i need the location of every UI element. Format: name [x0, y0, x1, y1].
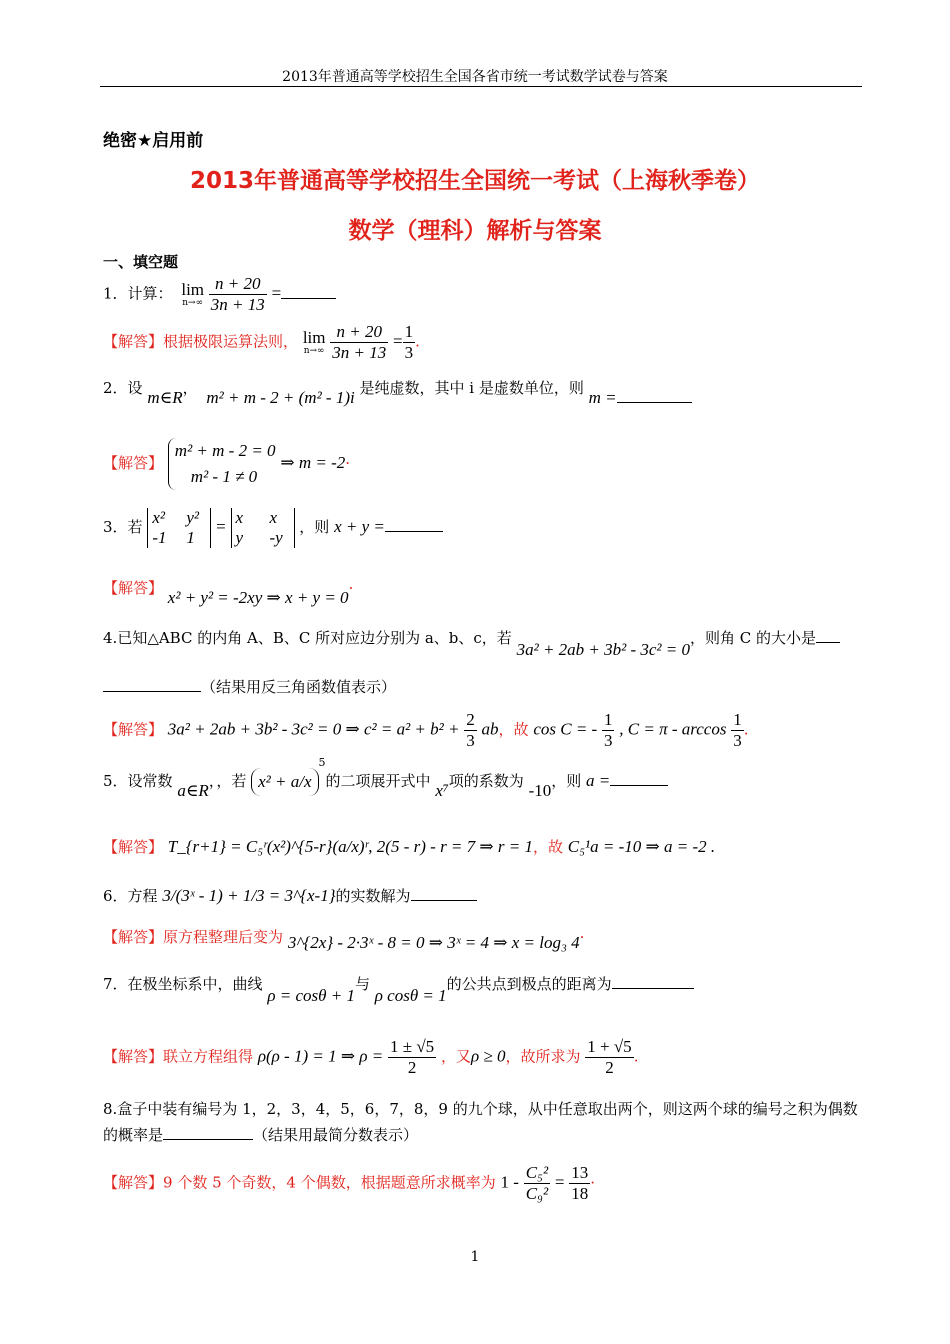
- answer-blank: [103, 677, 201, 692]
- answer-5: 【解答】 T_{r+1} = C₅ʳ(x²)^{5-r}(a/x)ʳ, 2(5 - r) - r = 7 ⇒ r = 1，故 C₅¹a = -10 ⇒ a = -2 .: [103, 837, 716, 856]
- binomial-expression: x² + a/x: [251, 768, 318, 796]
- answer-label: 【解答】: [103, 838, 164, 856]
- answer-label: 【解答】: [103, 720, 164, 739]
- equation: 3/(3ˣ - 1) + 1/3 = 3^{x-1}: [162, 886, 336, 905]
- question-number: 1．: [103, 284, 128, 303]
- question-4-note: （结果用反三角函数值表示）: [103, 676, 396, 697]
- determinant-right: x x y -y: [231, 508, 295, 548]
- running-header: 2013年普通高等学校招生全国各省市统一考试数学试卷与答案: [282, 69, 668, 85]
- limit-operator: lim n→∞: [181, 279, 205, 308]
- answer-blank: [816, 628, 840, 643]
- answer-label: 【解答】: [103, 579, 164, 597]
- limit-fraction: $\frac{n + 20}{3n + 13}$: [210, 274, 265, 314]
- question-7: 7．在极坐标系中，曲线 ρ = cosθ + 1与 ρ cosθ = 1的公共点到极点的距离为: [103, 973, 694, 994]
- page-number: 1: [470, 1249, 480, 1265]
- answer-4: 【解答】 3a² + 2ab + 3b² - 3c² = 0 ⇒ c² = a² + b² + $\frac{2}{3}$ ab，故 cos C = - $\frac{1}{3}$ , C = π - arccos $\frac{1}{3}$ .: [103, 710, 749, 750]
- header-rule: [100, 86, 862, 87]
- answer-2: 【解答】 m² + m - 2 = 0 m² - 1 ≠ 0 ⇒ m = -2·: [103, 438, 350, 490]
- answer-blank: [610, 771, 668, 786]
- question-text: 计算：: [127, 284, 173, 303]
- answer-3: 【解答】 x² + y² = -2xy ⇒ x + y = 0·: [103, 579, 354, 607]
- answer-blank: [612, 974, 694, 989]
- page-subtitle: 数学（理科）解析与答案: [348, 218, 602, 244]
- section-heading: 一、填空题: [103, 253, 179, 271]
- question-3: 3．若 x² y² -1 1 = x x y -y ，则 x + y =: [103, 508, 443, 548]
- limit-operator: lim n→∞: [302, 327, 326, 356]
- answer-blank: [163, 1125, 253, 1140]
- determinant-left: x² y² -1 1: [147, 508, 211, 548]
- answer-blank: [617, 388, 692, 403]
- confidential-mark: 绝密★启用前: [103, 131, 204, 151]
- answer-label: 【解答】: [103, 928, 164, 946]
- question-8: 8.盒子中装有编号为 1，2，3，4，5，6，7，8，9 的九个球，从中任意取出两个，则这两个球的编号之积为偶数: [103, 1100, 858, 1118]
- question-4: 4.已知△ABC 的内角 A、B、C 所对应边分别为 a、b、c，若 3a² + 2ab + 3b² - 3c² = 0，则角 C 的大小是: [103, 627, 840, 648]
- question-6: 6．方程 3/(3ˣ - 1) + 1/3 = 3^{x-1}的实数解为: [103, 885, 477, 906]
- question-2: 2．设 m∈R， m² + m - 2 + (m² - 1)i 是纯虚数，其中 i 是虚数单位，则 m =: [103, 377, 692, 398]
- answer-1: 【解答】根据极限运算法则， lim n→∞ $\frac{n + 20}{3n + 13}$ = $\frac{1}{3}$ .: [103, 322, 420, 362]
- answer-blank: [281, 284, 336, 299]
- page-title: 2013年普通高等学校招生全国统一考试（上海秋季卷）: [189, 168, 760, 194]
- answer-blank: [385, 517, 443, 532]
- answer-label: 【解答】: [103, 1173, 164, 1192]
- answer-label: 【解答】: [103, 454, 164, 472]
- answer-7: 【解答】联立方程组得 ρ(ρ - 1) = 1 ⇒ ρ = $\frac{1 \pm √5}{2}$ ，又ρ ≥ 0，故所求为 $\frac{1 + √5}{2}$ .: [103, 1037, 639, 1077]
- equation-system: m² + m - 2 = 0 m² - 1 ≠ 0: [168, 438, 276, 490]
- question-1: 1．计算： lim n→∞ $\frac{n + 20}{3n + 13}$ =: [103, 274, 336, 315]
- question-5: 5．设常数 a∈R，，若 $x^2 + a/x^5$的二项展开式中 x⁷项的系数为 -10，则 a =: [103, 768, 668, 796]
- answer-label: 【解答】: [103, 332, 164, 351]
- answer-6: 【解答】原方程整理后变为 3^{2x} - 2·3ˣ - 8 = 0 ⇒ 3ˣ = 4 ⇒ x = log₃ 4·: [103, 928, 585, 952]
- answer-blank: [411, 886, 477, 901]
- question-8-cont: 的概率是 （结果用最简分数表示）: [103, 1126, 419, 1144]
- answer-fraction: $\frac{1}{3}$: [404, 322, 414, 362]
- answer-label: 【解答】: [103, 1047, 164, 1066]
- answer-8: 【解答】9 个数 5 个奇数，4 个偶数，根据题意所求概率为 1 - $\frac{\text{C₅²}}{\text{C₉²}}$ = $\frac{13}{18}$ ·: [103, 1163, 596, 1203]
